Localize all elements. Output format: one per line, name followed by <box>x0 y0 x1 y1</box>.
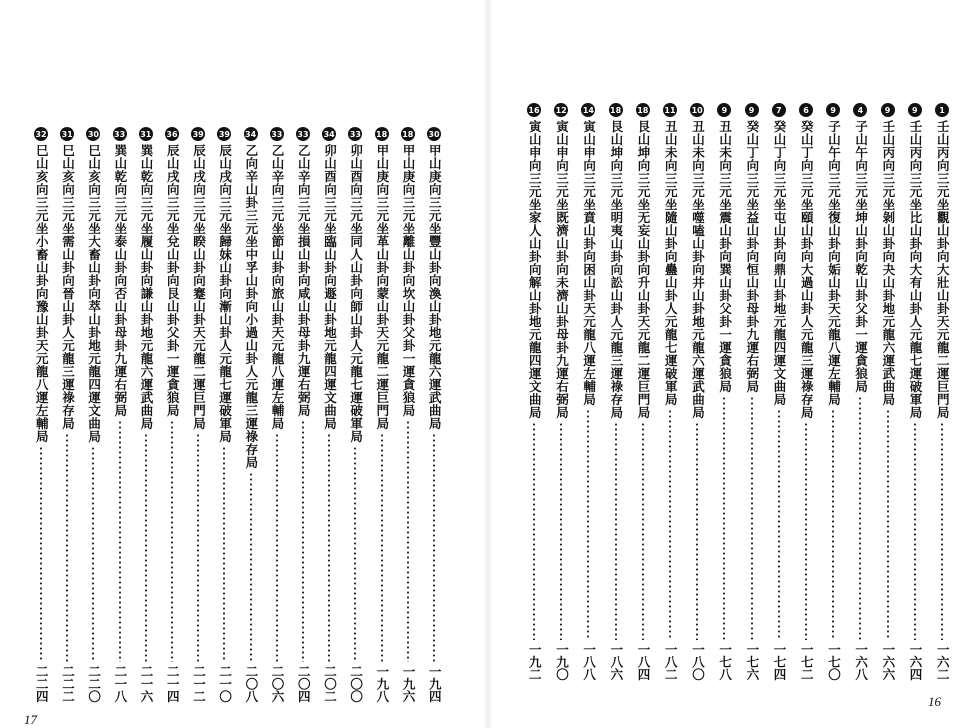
entry-number-badge: 18 <box>636 103 650 117</box>
entry-page-number: 一七二 <box>799 642 815 680</box>
entry-page-number: 一九四 <box>427 664 443 702</box>
entry-number-badge: 18 <box>401 127 415 141</box>
entry-page-number: 一七四 <box>772 642 788 680</box>
toc-entry <box>712 103 736 680</box>
toc-entry <box>767 103 791 680</box>
toc-entry <box>317 127 341 702</box>
toc-entry <box>422 127 446 702</box>
entry-title: 丑山未向三元坐噬嗑山卦向井山卦地元龍六運武曲局 <box>690 120 706 419</box>
entry-number-badge: 9 <box>717 103 731 117</box>
entry-page-number: 二一二 <box>191 664 207 702</box>
toc-entry <box>604 103 628 680</box>
entry-number-badge: 33 <box>113 127 127 141</box>
entry-title: 子山午向三元坐坤山卦向乾山卦父卦一運貪狼局 <box>853 120 869 393</box>
entry-title: 癸山丁向三元坐屯山卦向鼎山卦地元龍四運文曲局 <box>772 120 788 406</box>
entry-page-number: 一八八 <box>581 642 597 680</box>
entry-number-badge: 9 <box>881 103 895 117</box>
entry-number-badge: 32 <box>34 127 48 141</box>
dot-leader <box>40 446 42 662</box>
toc-entry <box>212 127 236 702</box>
entry-title: 乙山辛向三元坐節山卦向旅山卦天元龍八運左輔局 <box>270 144 286 430</box>
entry-page-number: 一六八 <box>853 642 869 680</box>
entry-title: 卯山酉向三元坐同人山卦向師山卦人元龍七運破軍局 <box>348 144 364 443</box>
entry-number-badge: 12 <box>554 103 568 117</box>
dot-leader <box>778 409 780 640</box>
entry-page-number: 二一〇 <box>217 664 233 702</box>
entry-number-badge: 30 <box>86 127 100 141</box>
entry-page-number: 一六六 <box>880 642 896 680</box>
entry-number-badge: 9 <box>826 103 840 117</box>
entry-title: 卯山酉向三元坐臨山卦向遯山卦地元龍四運文曲局 <box>322 144 338 430</box>
dot-leader <box>887 409 889 640</box>
entry-number-badge: 30 <box>427 127 441 141</box>
entry-page-number: 一八四 <box>636 642 652 680</box>
entry-page-number: 二一六 <box>139 664 155 702</box>
entry-title: 丑山未向三元坐隨山卦向蠱山卦人元龍七運破軍局 <box>663 120 679 406</box>
dot-leader <box>92 446 94 662</box>
entry-number-badge: 34 <box>244 127 258 141</box>
dot-leader <box>197 433 199 662</box>
entry-title: 乙向辛山卦三元坐中孚山卦向小過山卦人元龍三運祿存局 <box>243 144 259 469</box>
dot-leader <box>723 396 725 640</box>
dot-leader <box>354 446 356 662</box>
entry-page-number: 一七八 <box>717 642 733 680</box>
entry-title: 巽山乾向三元坐泰山卦向否山卦母卦九運右弼局 <box>112 144 128 417</box>
right-page <box>488 0 976 728</box>
entry-page-number: 二一八 <box>112 664 128 702</box>
toc-entry <box>821 103 845 680</box>
entry-title: 丑山未向三元坐震山卦向巽山卦父卦一運貪狼局 <box>717 120 733 393</box>
dot-leader <box>587 409 589 640</box>
entry-page-number: 一九〇 <box>554 642 570 680</box>
toc-entry <box>740 103 764 680</box>
entry-title: 寅山申向三元坐賁山卦向困山卦天元龍八運左輔局 <box>581 120 597 406</box>
toc-entry <box>396 127 420 702</box>
entry-number-badge: 33 <box>296 127 310 141</box>
toc-entry <box>160 127 184 702</box>
toc-entry <box>186 127 210 702</box>
dot-leader <box>433 433 435 662</box>
entry-number-badge: 18 <box>609 103 623 117</box>
entry-title: 巳山亥向三元坐小畜山卦向豫山卦天元龍八運左輔局 <box>34 144 50 443</box>
dot-leader <box>145 433 147 662</box>
dot-leader <box>66 433 68 662</box>
toc-entry <box>903 103 927 680</box>
dot-leader <box>407 420 409 662</box>
toc-entry <box>930 103 954 680</box>
entry-page-number: 一九八 <box>374 664 390 702</box>
entry-title: 寅山申向三元坐既濟山卦向未濟山卦母卦九運右弼局 <box>554 120 570 419</box>
entry-title: 巳山亥向三元坐需山卦向晉山卦人元龍三運祿存局 <box>60 144 76 430</box>
dot-leader <box>223 446 225 662</box>
entry-page-number: 一六四 <box>908 642 924 680</box>
entry-page-number: 二一四 <box>165 664 181 702</box>
entry-page-number: 二〇六 <box>270 664 286 702</box>
entry-title: 乙山辛向三元坐損山卦向咸山卦母卦九運右弼局 <box>296 144 312 417</box>
entry-page-number: 二〇〇 <box>348 664 364 702</box>
dot-leader <box>119 420 121 662</box>
toc-entry <box>81 127 105 702</box>
entry-page-number: 一八〇 <box>690 642 706 680</box>
entry-number-badge: 33 <box>348 127 362 141</box>
dot-leader <box>914 422 916 640</box>
toc-entry <box>522 103 546 680</box>
page-number-left: 17 <box>24 712 37 727</box>
entry-page-number: 一九二 <box>527 642 543 680</box>
entry-number-badge: 4 <box>853 103 867 117</box>
entry-number-badge: 39 <box>217 127 231 141</box>
toc-entry <box>576 103 600 680</box>
entry-page-number: 一六二 <box>935 642 951 680</box>
entry-number-badge: 31 <box>60 127 74 141</box>
entry-title: 艮山坤向三元坐明夷山卦向訟山卦人元龍三運祿存局 <box>608 120 624 419</box>
entry-title: 辰山戌向三元坐睽山卦向蹇山卦天元龍二運巨門局 <box>191 144 207 430</box>
entry-title: 巳山亥向三元坐大畜山卦向萃山卦地元龍四運文曲局 <box>86 144 102 443</box>
toc-entry <box>848 103 872 680</box>
dot-leader <box>276 433 278 662</box>
page-number-right: 16 <box>928 694 941 709</box>
entry-number-badge: 18 <box>375 127 389 141</box>
dot-leader <box>669 409 671 640</box>
dot-leader <box>302 420 304 662</box>
entry-title: 甲山庚向三元坐革山卦向蒙山卦天元龍二運巨門局 <box>374 144 390 430</box>
entry-number-badge: 9 <box>908 103 922 117</box>
entry-number-badge: 11 <box>663 103 677 117</box>
entry-page-number: 二〇二 <box>322 664 338 702</box>
entry-page-number: 二二〇 <box>86 664 102 702</box>
entry-page-number: 一八二 <box>663 642 679 680</box>
toc-entry <box>55 127 79 702</box>
entry-page-number: 二〇四 <box>296 664 312 702</box>
dot-leader <box>171 420 173 662</box>
entry-number-badge: 31 <box>139 127 153 141</box>
dot-leader <box>941 422 943 640</box>
dot-leader <box>805 422 807 640</box>
dot-leader <box>642 422 644 640</box>
toc-entry <box>370 127 394 702</box>
toc-entry <box>108 127 132 702</box>
toc-entry <box>549 103 573 680</box>
toc-entry <box>631 103 655 680</box>
entry-title: 辰山戌向三元坐歸妹山卦向漸山卦人元龍七運破軍局 <box>217 144 233 443</box>
dot-leader <box>751 396 753 640</box>
dot-leader <box>832 409 834 640</box>
entry-title: 癸山丁向三元坐頤山卦向大過山卦人元龍三運祿存局 <box>799 120 815 419</box>
toc-entry <box>685 103 709 680</box>
entry-number-badge: 16 <box>527 103 541 117</box>
dot-leader <box>328 433 330 662</box>
entry-number-badge: 34 <box>322 127 336 141</box>
entry-page-number: 二二二 <box>60 664 76 702</box>
entry-page-number: 一八六 <box>608 642 624 680</box>
entry-number-badge: 7 <box>772 103 786 117</box>
toc-entry <box>291 127 315 702</box>
entry-number-badge: 36 <box>165 127 179 141</box>
entry-title: 辰山戌向三元坐兌山卦向艮山卦父卦一運貪狼局 <box>165 144 181 417</box>
dot-leader <box>533 422 535 640</box>
entry-number-badge: 14 <box>581 103 595 117</box>
dot-leader <box>696 422 698 640</box>
entry-title: 巽山乾向三元坐履山卦向謙山卦地元龍六運武曲局 <box>139 144 155 430</box>
entry-number-badge: 6 <box>799 103 813 117</box>
toc-entry <box>876 103 900 680</box>
entry-number-badge: 39 <box>191 127 205 141</box>
toc-entry <box>265 127 289 702</box>
entry-page-number: 一九六 <box>401 664 417 702</box>
entry-number-badge: 9 <box>745 103 759 117</box>
toc-entry <box>134 127 158 702</box>
entry-title: 艮山坤向三元坐无妄山卦向升山卦天元龍二運巨門局 <box>636 120 652 419</box>
toc-entry <box>794 103 818 680</box>
dot-leader <box>250 472 252 662</box>
toc-entry <box>239 127 263 702</box>
entry-title: 子山午向三元坐復山卦向姤山卦天元龍八運左輔局 <box>826 120 842 406</box>
dot-leader <box>859 396 861 640</box>
entry-page-number: 二二四 <box>34 664 50 702</box>
entry-title: 寅山申向三元坐家人山卦向解山卦地元龍四運文曲局 <box>527 120 543 419</box>
toc-entry <box>29 127 53 702</box>
entry-number-badge: 10 <box>690 103 704 117</box>
dot-leader <box>381 433 383 662</box>
entry-number-badge: 1 <box>935 103 949 117</box>
toc-entry <box>658 103 682 680</box>
dot-leader <box>615 422 617 640</box>
toc-entry <box>343 127 367 702</box>
entry-title: 壬山丙向三元坐觀山卦向大壯山卦天元龍二運巨門局 <box>935 120 951 419</box>
entry-title: 壬山丙向三元坐剝山卦向夬山卦地元龍六運武曲局 <box>880 120 896 406</box>
entry-title: 甲山庚向三元坐豐山卦向渙山卦地元龍六運武曲局 <box>427 144 443 430</box>
entry-page-number: 一七六 <box>744 642 760 680</box>
entry-title: 癸山丁向三元坐益山卦向恒山卦母卦九運右弼局 <box>744 120 760 393</box>
entry-number-badge: 33 <box>270 127 284 141</box>
entry-title: 壬山丙向三元坐比山卦向大有山卦人元龍七運破軍局 <box>908 120 924 419</box>
entry-page-number: 二〇八 <box>243 664 259 702</box>
entry-page-number: 一七〇 <box>826 642 842 680</box>
dot-leader <box>560 422 562 640</box>
entry-title: 甲山庚向三元坐離山卦向坎山卦父卦一運貪狼局 <box>401 144 417 417</box>
